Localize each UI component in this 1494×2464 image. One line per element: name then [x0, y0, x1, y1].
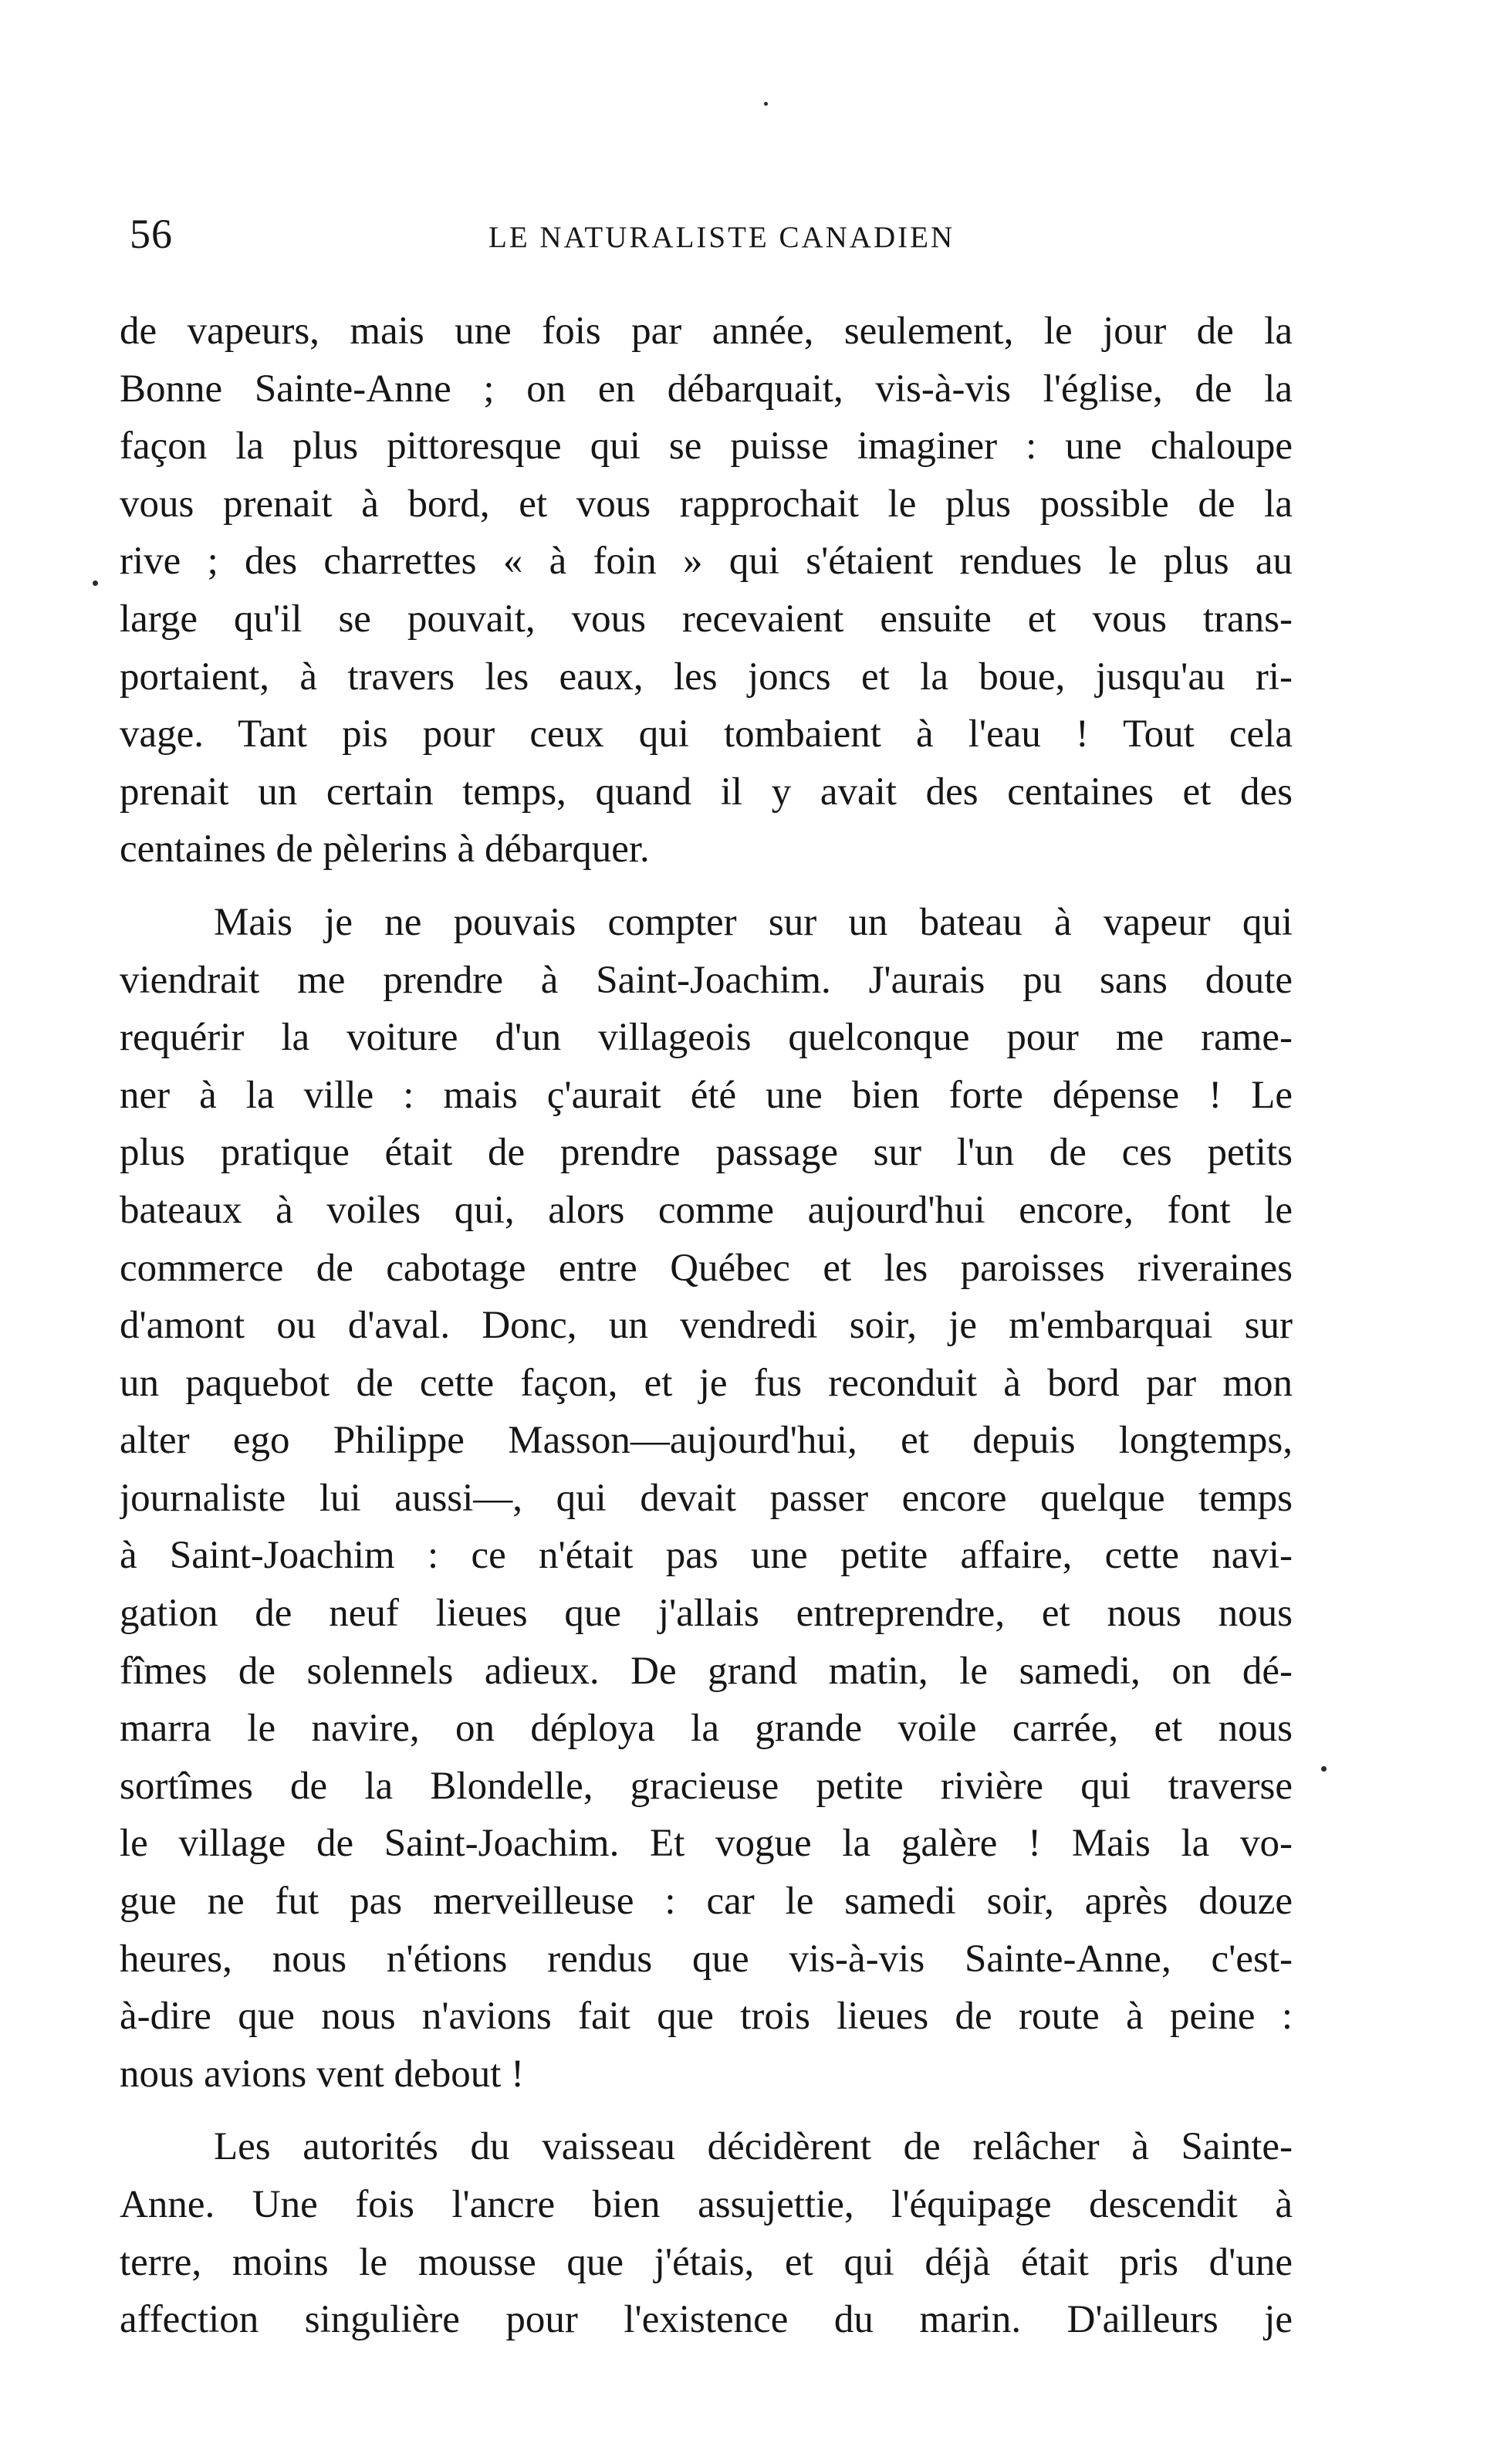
text-line: Anne. Une fois l'ancre bien assujettie, l'équipage descendit à — [120, 2183, 1293, 2226]
text-line: alter ego Philippe Masson—aujourd'hui, et depuis longtemps, — [120, 1419, 1293, 1463]
text-line: un paquebot de cette façon, et je fus reconduit à bord par mon — [120, 1361, 1293, 1405]
print-speck — [93, 580, 98, 586]
print-speck — [764, 102, 768, 106]
text-line: bateaux à voiles qui, alors comme aujourd'hui encore, font le — [120, 1188, 1293, 1232]
text-line: viendrait me prendre à Saint-Joachim. J'aurais pu sans doute — [120, 958, 1293, 1002]
text-line: gation de neuf lieues que j'allais entreprendre, et nous nous — [120, 1592, 1293, 1636]
text-line: ner à la ville : mais ç'aurait été une bien forte dépense ! Le — [120, 1073, 1293, 1117]
text-line: à Saint-Joachim : ce n'était pas une petite affaire, cette navi- — [120, 1534, 1293, 1578]
text-line: commerce de cabotage entre Québec et les paroisses riveraines — [120, 1246, 1293, 1290]
text-line: Mais je ne pouvais compter sur un bateau à vapeur qui — [214, 900, 1293, 944]
paragraph-2 — [120, 894, 1293, 2103]
body-text — [120, 303, 1293, 2349]
text-line: marra le navire, on déploya la grande voile carrée, et nous — [120, 1707, 1293, 1751]
text-line: heures, nous n'étions rendus que vis-à-vis Sainte-Anne, c'est- — [120, 1937, 1293, 1981]
text-line: à-dire que nous n'avions fait que trois lieues de route à peine : — [120, 1995, 1293, 2039]
text-line: d'amont ou d'aval. Donc, un vendredi soir, je m'embarquai sur — [120, 1304, 1293, 1348]
text-line: Bonne Sainte-Anne ; on en débarquait, vis-à-vis l'église, de la — [120, 367, 1293, 411]
paragraph-3 — [120, 2118, 1293, 2348]
text-line: requérir la voiture d'un villageois quelconque pour me rame- — [120, 1016, 1293, 1060]
text-line: de vapeurs, mais une fois par année, seulement, le jour de la — [120, 310, 1293, 353]
text-line: vage. Tant pis pour ceux qui tombaient à l'eau ! Tout cela — [120, 712, 1293, 756]
print-speck — [1321, 1766, 1327, 1772]
text-line: façon la plus pittoresque qui se puisse imaginer : une chaloupe — [120, 425, 1293, 469]
text-line: nous avions vent debout ! — [120, 2052, 525, 2096]
text-line: terre, moins le mousse que j'étais, et qui déjà était pris d'une — [120, 2240, 1293, 2284]
page-header — [130, 207, 1287, 269]
text-line: sortîmes de la Blondelle, gracieuse petite rivière qui traverse — [120, 1764, 1293, 1808]
text-line: prenait un certain temps, quand il y avait des centaines et des — [120, 770, 1293, 814]
text-line: plus pratique était de prendre passage sur l'un de ces petits — [120, 1131, 1293, 1175]
text-line: affection singulière pour l'existence du marin. D'ailleurs je — [120, 2298, 1293, 2342]
text-line: journaliste lui aussi—, qui devait passer encore quelque temps — [120, 1476, 1293, 1520]
text-line: large qu'il se pouvait, vous recevaient ensuite et vous trans- — [120, 597, 1293, 641]
text-line: portaient, à travers les eaux, les joncs et la boue, jusqu'au ri- — [120, 655, 1293, 699]
running-title: LE NATURALISTE CANADIEN — [488, 221, 955, 254]
text-line: centaines de pèlerins à débarquer. — [120, 828, 650, 872]
text-line: Les autorités du vaisseau décidèrent de relâcher à Sainte- — [214, 2125, 1293, 2169]
page-number: 56 — [130, 211, 173, 257]
text-line: rive ; des charrettes « à foin » qui s'étaient rendues le plus au — [120, 540, 1293, 584]
paragraph-gap — [120, 878, 1293, 894]
text-line: fîmes de solennels adieux. De grand matin, le samedi, on dé- — [120, 1649, 1293, 1693]
text-line: le village de Saint-Joachim. Et vogue la galère ! Mais la vo- — [120, 1822, 1293, 1866]
text-line: gue ne fut pas merveilleuse : car le samedi soir, après douze — [120, 1880, 1293, 1924]
paragraph-gap — [120, 2103, 1293, 2118]
text-line: vous prenait à bord, et vous rapprochait le plus possible de la — [120, 482, 1293, 526]
paragraph-1 — [120, 303, 1293, 878]
